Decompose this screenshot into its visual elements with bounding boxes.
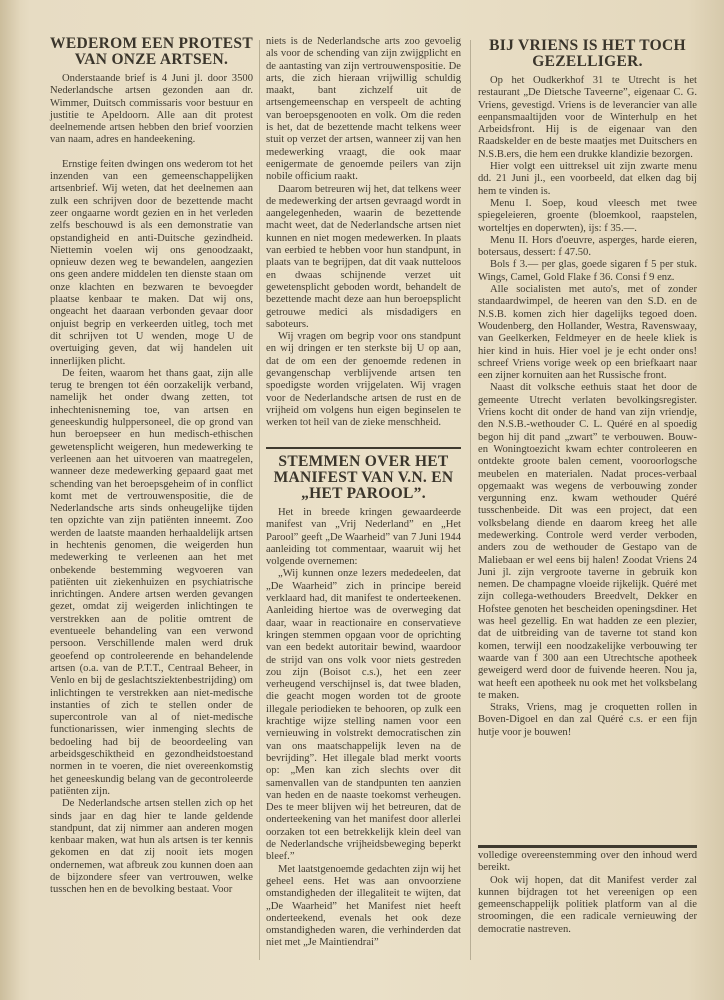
article-paragraph: Naast dit volksche eethuis staat het door de gemeente Utrecht verlaten bevolkingsregister. Vriens kocht dit onder de hand van zijn vriendje, den N.S.B.-wethouder C. L. Quéré en al spoedig begon hij dit pand „zwart” te verbouwen. Bouw- en Woningtoezicht kwam echter controleeren en ontdekte groote balen cement, vooroorlogsche meubelen en materialen. Nadat proces-verbaal opgemaakt was wegens de verbouwing zonder vergunning enz. kwam wethouder Quéré tusschenbeide. Dit was een project, dat een volksbelang diende en daarom kreeg het alle medewerking. Controle werd verder verboden, anders zou de wethouder de Gestapo van de Maliebaan er wel eens bij halen! Zoodat Vriens 24 Juni jl. zijn vergroote taverne in gebruik kon nemen. De champagne vloeide rijkelijk. Quéré met zijn collega-wethouders Breedvelt, Dekker en Hofstee genoten het bescheiden openingsdiner. Het was heel gezellig. En wat hadden ze een plezier, dat de uitbreiding van de taverne tot stand kon komen, terwijl een noodzakelijke verbouwing ter waarde van f 300 aan een Utrechtsche apotheek geweigerd werd door de fuivende heeren. Nou ja, wat heeft een apotheek nu ook met het volksbelang te maken.: [478, 382, 697, 701]
article-paragraph: Hier volgt een uittreksel uit zijn zwarte menu dd. 21 Juni jl., een voorbeeld, dat elken dag bij hem te vinden is.: [478, 161, 697, 197]
article-quote: „Wij kunnen onze lezers mededeelen, dat „De Waarheid” zich in principe bereid verklaard had, dit manifest te onderteekenen. Aanleiding hiertoe was de overweging dat daar, waar in reactionaire en conservatieve kringen stemmen opgaan voor de oprichting van een bedekt autoritair bewind, waardoor de strijd van ons volk voor niets gestreden zou zijn (Boisot c.s.), het een zeer verheugend verschijnsel is, dat twee bladen, die geacht mogen worden tot de groote illegale periodieken te behooren, op zulk een krachtige wijze stelling namen voor een vernieuwing in volstrekt democratischen zin van ons maatschappelijk leven na de bevrijding”. Het illegale blad merkt voorts op: „Men kan zich slechts over dit samenvallen van de standpunten ten aanzien van heden en de naaste toekomst verheugen. Des te meer blijven wij het betreuren, dat de onderteekening van het manifest door allerlei oorzaken tot een betrekkelijk klein deel van de Nederlandsche vrijheidsbeweging beperkt bleef.”: [266, 568, 461, 863]
article-paragraph: Met laatstgenoemde gedachten zijn wij het geheel eens. Het was aan onvoorziene omstandigheden der illegaliteit te wijten, dat „De Waarheid” het Manifest niet heeft onderteekend, evenals het ook deze omstandigheden waren, die verhinderden dat niet met „Je Maintiendrai”: [266, 863, 461, 949]
article-paragraph: niets is de Nederlandsche arts zoo gevoelig als voor de schending van zijn zwijgplicht en de aantasting van zijn vertrouwenspositie. De arts, die zich hieraan vrijwillig schuldig maakt, bant zichzelf uit de artsengemeenschap en verspeelt de achting van beroepsgenooten en volk. Om die reden is het, dat de bezettende macht telkens weer stuit op verzet der artsen, wanneer zij van hen medewerking vraagt, die ook maar eenigermate de genoemde peilers van zijn nobile officium raakt.: [266, 36, 461, 183]
article-manifest-continued: [478, 850, 697, 936]
menu-item: Menu II. Hors d'oeuvre, asperges, harde eieren, botersaus, dessert: f 47.50.: [478, 234, 697, 259]
article-title: STEMMEN OVER HET MANIFEST VAN V.N. EN „HET PAROOL”.: [273, 453, 454, 502]
article-paragraph: De Nederlandsche artsen stellen zich op het sinds jaar en dag hier te lande geldende standpunt, dat zij nimmer aan anderen mogen kenbaar maken, wat hun als artsen is ter kennis gekomen en dat zij nooit iets mogen ondernemen, wat afbreuk zou kunnen doen aan de bijzondere sfeer van vertrouwen, welke tusschen hen en de bevolking bestaat. Voor: [50, 798, 253, 896]
article-paragraph: volledige overeenstemming over den inhoud werd bereikt.: [478, 850, 697, 874]
article-paragraph: Wij vragen om begrip voor ons standpunt en wij dringen er ten sterkste bij U op aan, dat de om een der genoemde redenen in gevangenschap verblijvende artsen ten spoedigste worden vrijgelaten. Wij vragen voor de Nederlandsche artsen de rust en de vrijheid om volgens hun eigen beginselen te werken tot heil van de zieke menschheid.: [266, 331, 461, 429]
price-list: Bols f 3.— per glas, goede sigaren f 5 per stuk. Wings, Camel, Gold Flake f 36. Consi f 9 enz.: [478, 259, 697, 283]
column-divider: [470, 40, 471, 960]
article-manifest: [266, 454, 461, 950]
article-paragraph: Alle socialisten met auto's, met of zonder standaardwimpel, de heeren van den S.D. en de N.S.B. komen zich hier dagelijks tegoed doen. Woudenberg, den Hollander, Westra, Ravenswaay, van Geelkerken, Feldmeyer en de heele kliek is hier kind in huis. Hier voel je je echt onder ons! schreef Vriens vorige week op een briefkaart naar een zijner kornuiten aan het Russische front.: [478, 284, 697, 382]
article-title: BIJ VRIENS IS HET TOCH GEZELLIGER.: [489, 37, 686, 70]
article-protest-artsen-continued: [266, 36, 461, 430]
article-vriens: [478, 38, 697, 739]
article-paragraph: De feiten, waarom het thans gaat, zijn alle terug te brengen tot één oorzakelijk verband, namelijk het onder dwang zetten, tot inhechtenisneming toe, van artsen en geneeskundig hulppersoneel, die op grond van hun beroepseer en hun medisch-ethischen gewetensplicht weigeren, hun medewerking te verleenen aan het uitvoeren van maatregelen, wanneer deze medewerking gepaard gaat met schending van het beroepsgeheim of in conflict komt met de vertrouwenspositie, die de Nederlandsche arts sinds onheugelijke tijden ten opzichte van zijn patiënten inneemt. Zoo werden de laatste maanden herhaaldelijk artsen in hechtenis genomen, die weigerden hun medewerking te verleenen aan het met onbekende bestemming wegvoeren van patiënten uit ziekenhuizen en psychiatrische inrichtingen. Andere artsen werden gevangen gezet, omdat zij weigerden inlichtingen te verstrekken aan de politie omtrent de eventueele behandeling van een verwond persoon. Verschillende malen werd druk geoefend op controleerende en behandelende artsen (o.a. van de P.T.T., Centraal Beheer, in Venlo en bij de geslachtsziektenbestrijding) om inlichtingen te verstrekken aan niet-medische instanties of zich te stellen onder de supercontrole van al of niet-medische functionarissen, wier inmenging slechts de bedoeling had bij de beoordeeling van arbeidsgeschiktheid en gezondheidstoestand normen in te voeren, die niet overeenkomstig het geneeskundig belang van de gecontroleerde patiënten zijn.: [50, 367, 253, 797]
article-separator: [266, 447, 461, 449]
article-paragraph: Ernstige feiten dwingen ons wederom tot het inzenden van een gemeenschappelijken artsenbrief. Wij weten, dat het deelnemen aan zulk een schrijven door de bezettende macht zeer ongaarne wordt gezien en in het verleden zelfs beschouwd is als een demonstratie van opstandigheid en anti-Duitsche gezindheid. Niettemin voelen wij ons genoodzaakt, opnieuw dezen weg te bewandelen, aangezien ons geen andere middelen ten dienste staan om onze klachten en bezwaren te bevoegder plaatse kenbaar te maken. Dat wij ons, ongeacht het daaraan verbonden gevaar door onjuist begrip en verkeerden uitleg, toch met dit schrijven tot U wenden, moge U de overtuiging geven, dat wij handelen uit innerlijken plicht.: [50, 158, 253, 367]
column-divider: [259, 40, 260, 960]
article-intro: Onderstaande brief is 4 Juni jl. door 3500 Nederlandsche artsen gezonden aan dr. Wimmer, Duitsch commissaris voor bestuur en justitie te Apeldoorn. Alle aan dit protest deelnemende artsen hebben den brief voorzien van naam, adres en handeekening.: [50, 73, 253, 146]
article-separator: [478, 845, 697, 848]
article-title: WEDEROM EEN PROTEST VAN ONZE ARTSEN.: [50, 35, 253, 68]
article-protest-artsen: [50, 36, 253, 897]
article-paragraph: Het in breede kringen gewaardeerde manifest van „Vrij Nederland” en „Het Parool” geeft „De Waarheid” van 7 Juni 1944 aanleiding tot commentaar, waaruit wij het volgende overnemen:: [266, 507, 461, 568]
page-edge: [0, 0, 20, 1000]
article-paragraph: Daarom betreuren wij het, dat telkens weer de medewerking der artsen gevraagd wordt in aangelegenheden, waarin de bezettende macht weet, dat de Nederlandsche artsen niet kunnen en niet mogen medewerken. In plaats van eerbied te hebben voor hun standpunt, in plaats van te begrijpen, dat dit vaak nutteloos en dwaas schijnende verzet uit gewetensplicht geboden wordt, behandelt de bezettende macht deze aan hun beroepsplicht getrouwe medici als misdadigers en saboteurs.: [266, 183, 461, 330]
menu-item: Menu I. Soep, koud vleesch met twee spiegeleieren, groente (bloemkool, raapstelen, worteltjes en doperwten), ijs: f 35.—.: [478, 197, 697, 234]
article-paragraph: Op het Oudkerkhof 31 te Utrecht is het restaurant „De Dietsche Taveerne”, eigenaar C. G. Vriens, gevestigd. Vriens is de leverancier van alle eenpansmaaltijden voor de Winterhulp en het Arbeidsfront. Hij is de eigenaar van den Raadskelder en de beste maatjes met Duitschers en N.S.B.ers, die hem een drukke klandizie bezorgen.: [478, 75, 697, 160]
article-paragraph: Straks, Vriens, mag je croquetten rollen in Boven-Digoel en dan zal Quéré c.s. er een fijn hutje voor je bouwen!: [478, 702, 697, 738]
article-paragraph: Ook wij hopen, dat dit Manifest verder zal kunnen bijdragen tot het vereenigen op een gemeenschappelijk politiek platform van al die stroomingen, die een radicale vernieuwing der democratie nastreven.: [478, 874, 697, 935]
